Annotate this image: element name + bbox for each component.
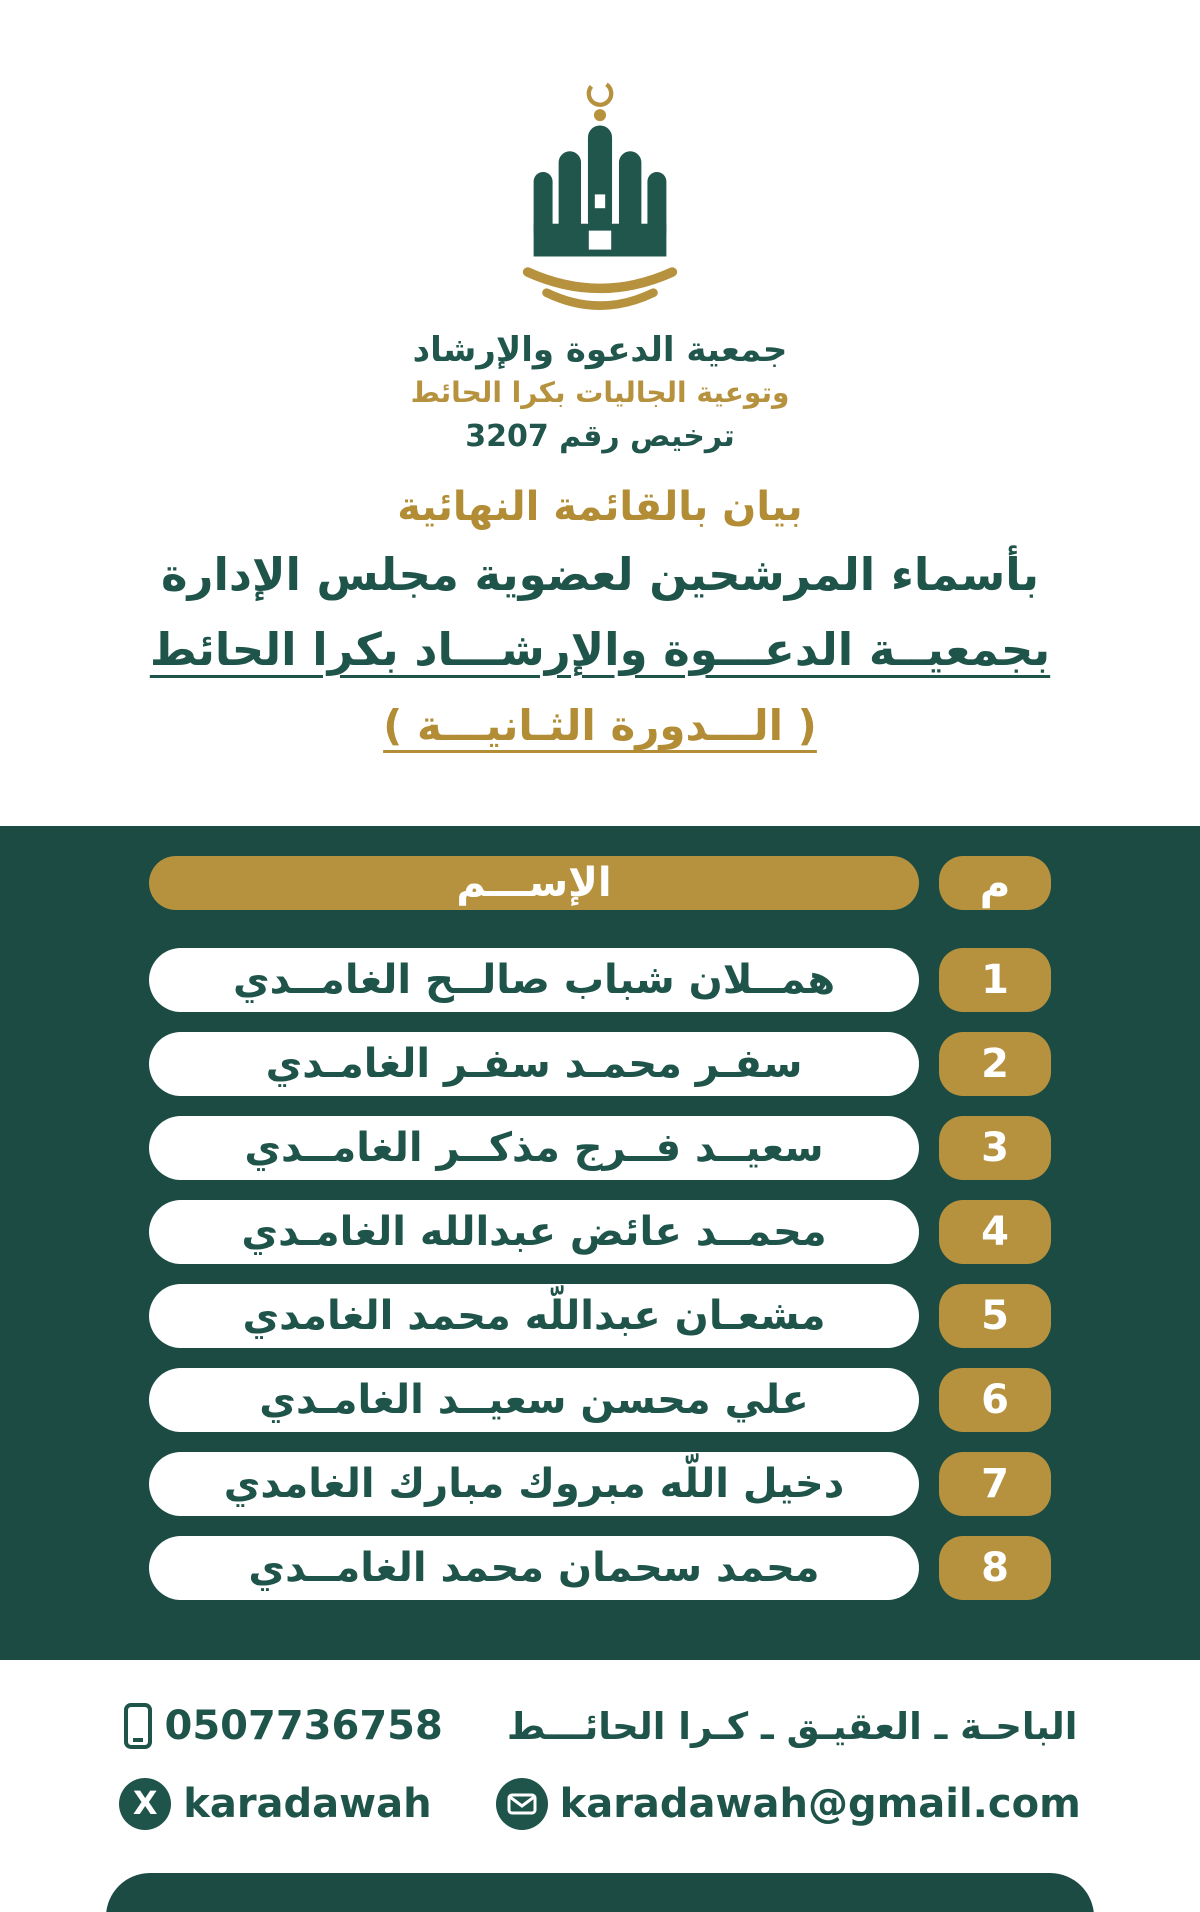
association-logo: [505, 72, 695, 326]
x-social-contact: [119, 1778, 431, 1830]
session-label: ( الـــدورة الثـانيـــة ): [383, 701, 817, 750]
contact-footer: [0, 1660, 1200, 1873]
candidate-name: سفـر محمـد سفـر الغامـدي: [149, 1032, 919, 1096]
email-contact: [496, 1778, 1081, 1830]
row-number-badge: 5: [939, 1284, 1051, 1348]
candidate-name: همــلان شباب صالــح الغامــدي: [149, 948, 919, 1012]
phone-number: 0507736758: [164, 1703, 443, 1749]
table-row: [0, 1032, 1200, 1096]
row-number-badge: 6: [939, 1368, 1051, 1432]
email-address: karadawah@gmail.com: [559, 1781, 1081, 1827]
row-number-badge: 8: [939, 1536, 1051, 1600]
brand-header: [0, 0, 1200, 454]
smartphone-icon: [123, 1702, 153, 1750]
name-column-header: الإســـم: [149, 856, 919, 910]
table-row: [0, 1200, 1200, 1264]
contact-row-2: [0, 1778, 1200, 1830]
row-number-badge: 1: [939, 948, 1051, 1012]
candidates-table: [0, 826, 1200, 1660]
table-header-row: [0, 856, 1200, 910]
candidate-name: محمــد عائض عبدالله الغامـدي: [149, 1200, 919, 1264]
crescent-icon: [584, 78, 615, 121]
bottom-decorative-bar: [106, 1873, 1094, 1912]
table-row: [0, 1368, 1200, 1432]
open-book-icon: [528, 272, 673, 306]
announcement-block: [0, 484, 1200, 750]
candidate-name: محمد سحمان محمد الغامــدي: [149, 1536, 919, 1600]
candidate-name: دخيل اللّه مبروك مبارك الغامدي: [149, 1452, 919, 1516]
x-social-icon: X: [119, 1778, 171, 1830]
x-handle: karadawah: [183, 1781, 432, 1827]
license-number: ترخيص رقم 3207: [465, 419, 735, 454]
row-number-badge: 7: [939, 1452, 1051, 1516]
mosque-kufic-mark: [534, 125, 667, 256]
mail-icon: [496, 1778, 548, 1830]
announcement-line1: بأسماء المرشحين لعضوية مجلس الإدارة: [160, 548, 1040, 601]
org-name: جمعية الدعوة والإرشاد: [412, 330, 788, 370]
announcement-title: بيان بالقائمة النهائية: [397, 484, 803, 530]
table-row: [0, 1284, 1200, 1348]
table-row: [0, 1536, 1200, 1600]
row-number-badge: 3: [939, 1116, 1051, 1180]
location-text: الباحـة ـ العقيـق ـ كـرا الحائـــط: [506, 1704, 1078, 1748]
mosque-calligraphy-logo-icon: [505, 72, 695, 322]
table-row: [0, 1116, 1200, 1180]
table-row: [0, 1452, 1200, 1516]
candidate-name: مشعـان عبداللّه محمد الغامدي: [149, 1284, 919, 1348]
row-number-badge: 4: [939, 1200, 1051, 1264]
number-column-header: م: [939, 856, 1051, 910]
announcement-line2: بجمعيــة الدعـــوة والإرشـــاد بكرا الحائط: [149, 622, 1051, 676]
candidate-name: سعيــد فــرج مذكــر الغامــدي: [149, 1116, 919, 1180]
candidate-name: علي محسن سعيــد الغامـدي: [149, 1368, 919, 1432]
table-row: [0, 948, 1200, 1012]
phone-contact: [123, 1702, 443, 1750]
org-subname: وتوعية الجاليات بكرا الحائط: [410, 376, 790, 409]
contact-row-1: [0, 1702, 1200, 1750]
row-number-badge: 2: [939, 1032, 1051, 1096]
